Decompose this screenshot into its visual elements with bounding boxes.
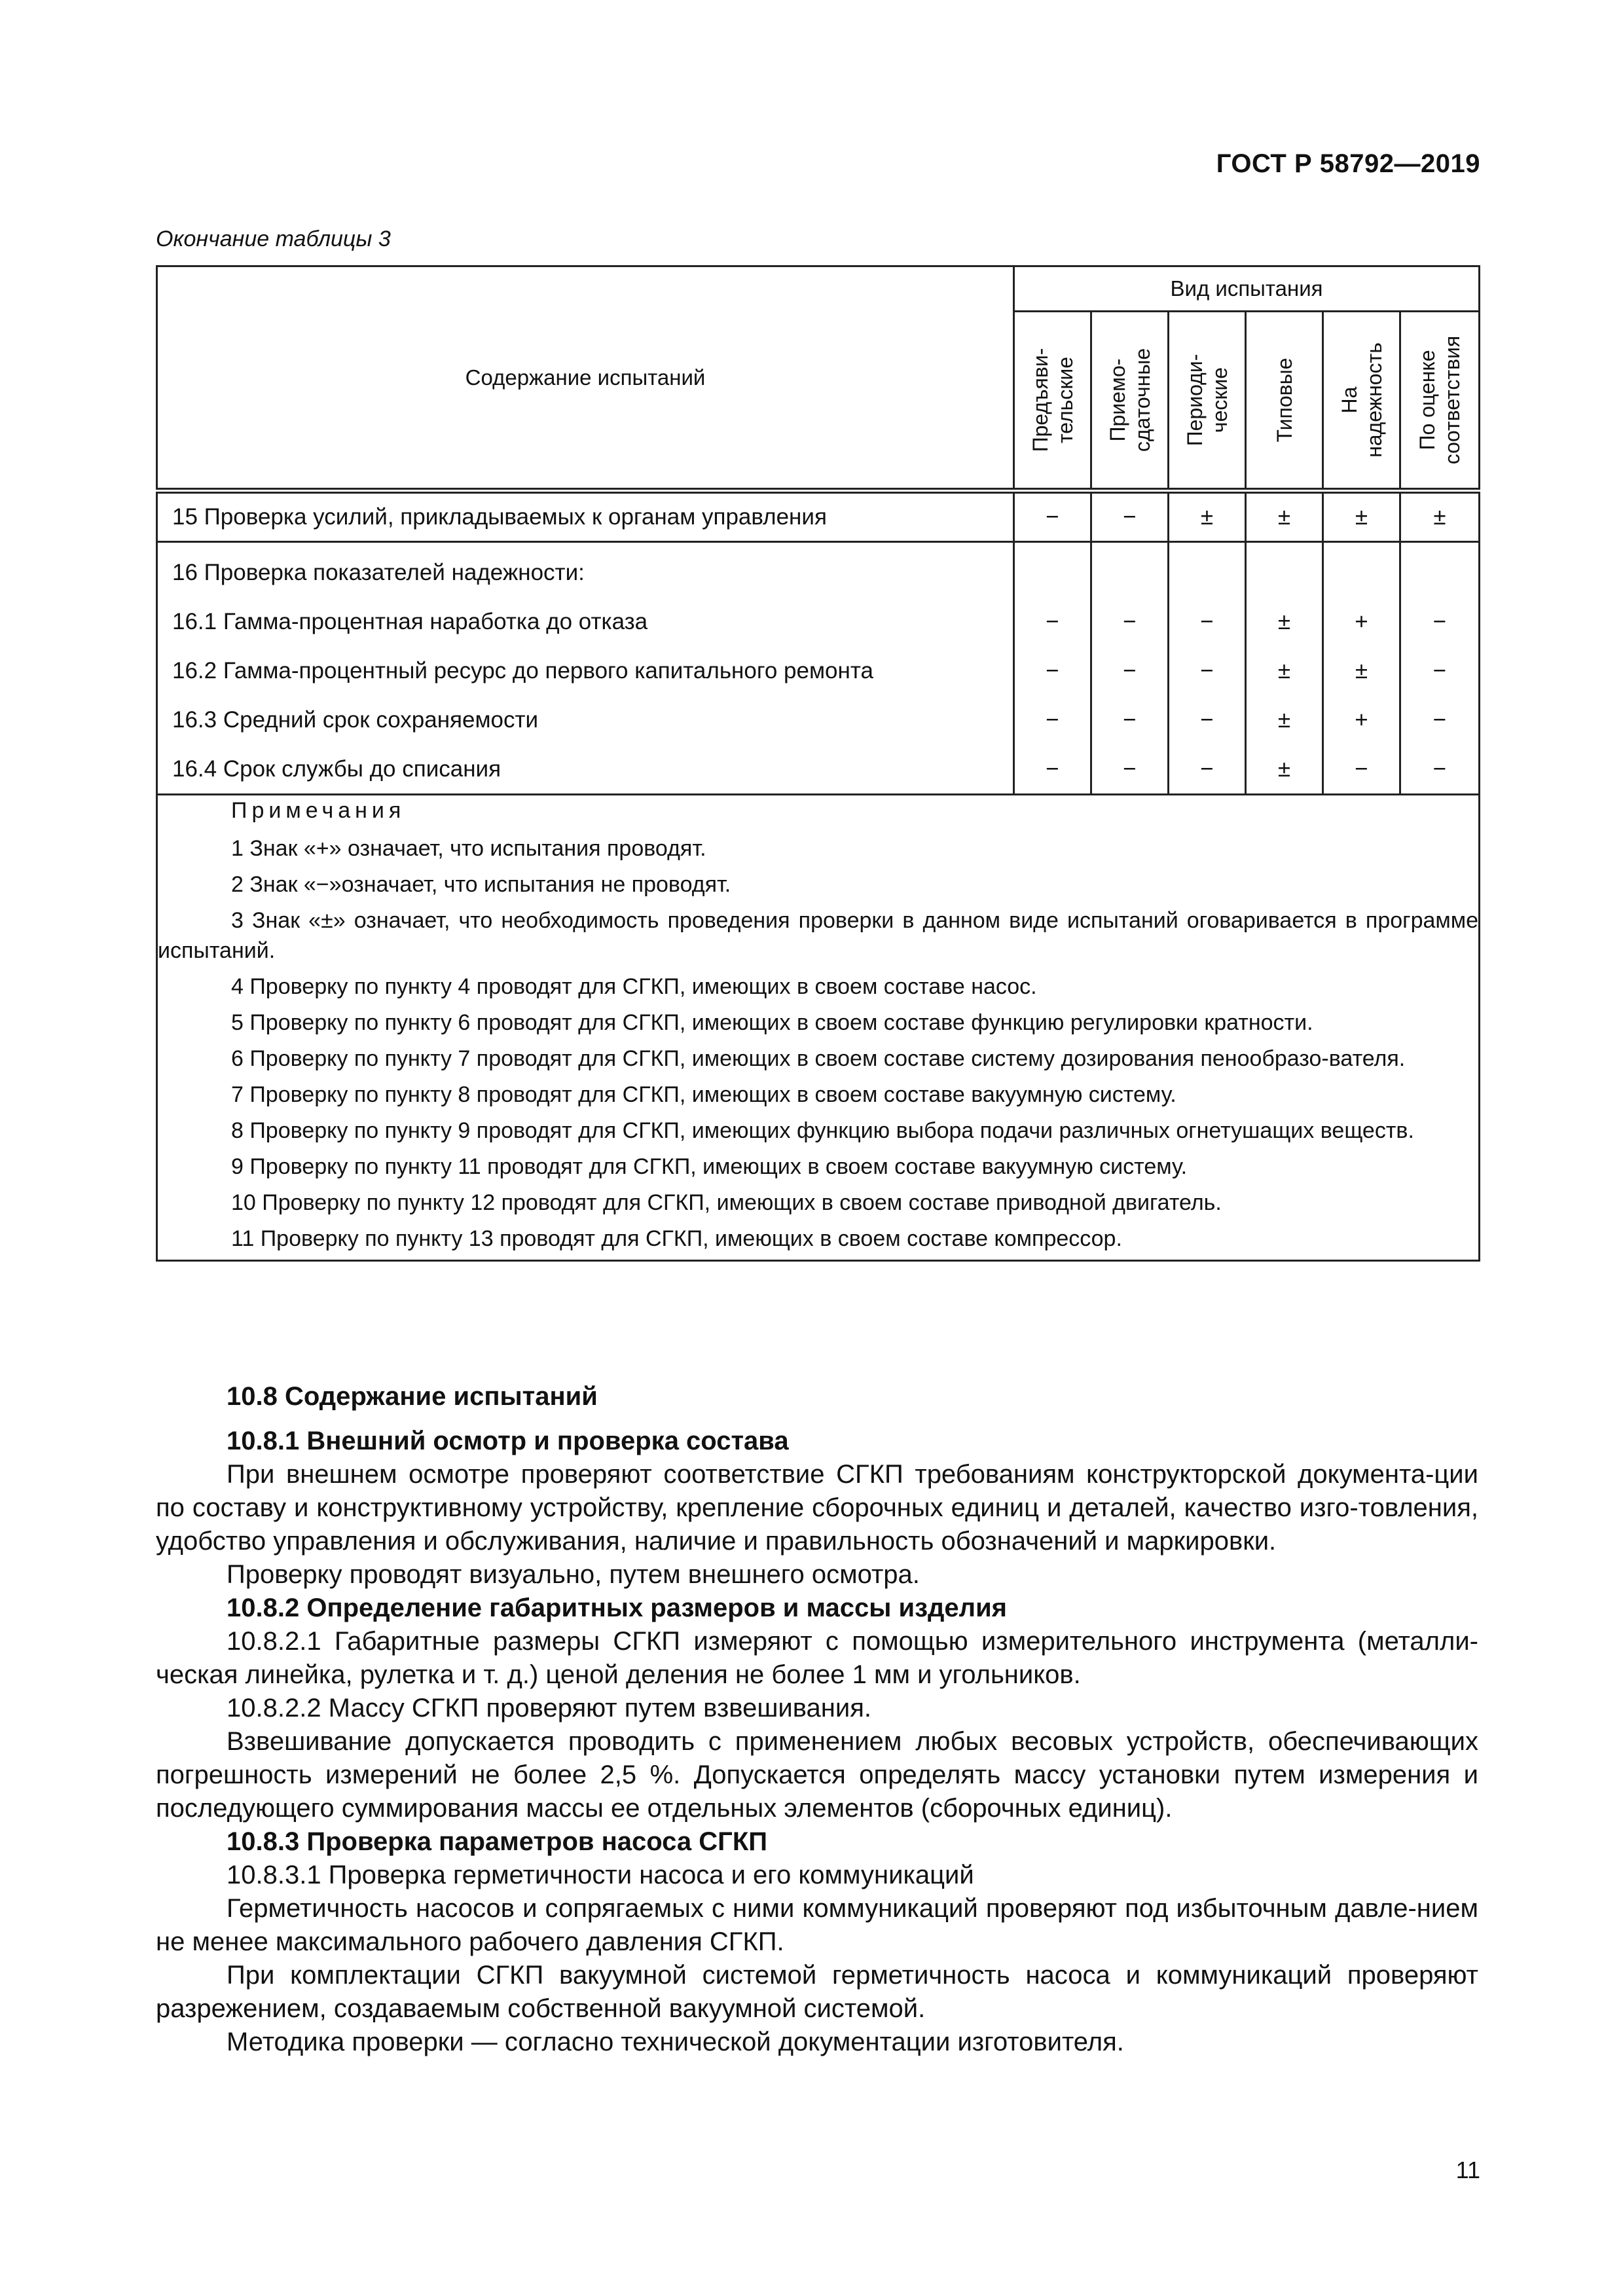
row-mark: − — [1400, 744, 1480, 795]
test-table — [156, 265, 1480, 1262]
note-item: 7 Проверку по пункту 8 проводят для СГКП, имеющих в своем составе вакуумную систему. — [231, 1082, 1176, 1107]
row-mark: ± — [1246, 646, 1323, 695]
section-heading-10-8-3: 10.8.3 Проверка параметров насоса СГКП — [227, 1827, 767, 1856]
paragraph: При внешнем осмотре проверяют соответствие СГКП требованиям конструкторской документа-ции по составу и конструктивному устройству, крепление сборочных единиц и деталей, качество изго-товления, удобство управления и обслуживания, наличие и правильность обозначений и маркировки. — [156, 1460, 1478, 1556]
paragraph: Герметичность насосов и сопрягаемых с ними коммуникаций проверяют под избыточным давле-нием не менее максимального рабочего давления СГКП. — [156, 1894, 1478, 1956]
row-mark: + — [1323, 695, 1400, 744]
note-item: 6 Проверку по пункту 7 проводят для СГКП, имеющих в своем составе систему дозирования пенообразо-вателя. — [231, 1046, 1406, 1071]
row-mark: ± — [1169, 491, 1246, 542]
note-item: 10 Проверку по пункту 12 проводят для СГКП, имеющих в своем составе приводной двигатель. — [231, 1190, 1222, 1215]
paragraph: 10.8.3.1 Проверка герметичности насоса и его коммуникаций — [227, 1861, 974, 1889]
row-mark: − — [1014, 695, 1091, 744]
row-description: 15 Проверка усилий, прикладываемых к органам управления — [157, 491, 1014, 542]
paragraph: Взвешивание допускается проводить с применением любых весовых устройств, обеспечивающих погрешность измерений не более 2,5 %. Допускается определять массу установки путем измерения и последующего суммирования массы ее отдельных элементов (сборочных единиц). — [156, 1727, 1478, 1823]
row-mark: − — [1400, 646, 1480, 695]
document-code: ГОСТ Р 58792—2019 — [1216, 149, 1480, 178]
col-header-conformity: По оценке соответствия — [1400, 312, 1480, 491]
row-mark: ± — [1400, 491, 1480, 542]
note-item: 2 Знак «−»означает, что испытания не проводят. — [231, 872, 731, 897]
row-mark — [1400, 542, 1480, 598]
table-row — [157, 597, 1480, 646]
row-description: 16.1 Гамма-процентная наработка до отказа — [157, 597, 1014, 646]
row-mark: − — [1091, 744, 1169, 795]
row-mark: − — [1091, 491, 1169, 542]
body-text — [156, 1380, 1478, 2059]
col-header-periodic: Периоди- ческие — [1169, 312, 1246, 491]
paragraph: Проверку проводят визуально, путем внешнего осмотра. — [227, 1560, 920, 1589]
table-row — [157, 491, 1480, 542]
row-mark: ± — [1246, 695, 1323, 744]
paragraph: При комплектации СГКП вакуумной системой герметичность насоса и коммуникаций проверяют разрежением, создаваемым собственной вакуумной системой. — [156, 1961, 1478, 2023]
table-notes — [157, 795, 1480, 1261]
section-heading-10-8: 10.8 Содержание испытаний — [227, 1382, 598, 1411]
table-caption: Окончание таблицы 3 — [156, 227, 391, 251]
note-item: 5 Проверку по пункту 6 проводят для СГКП, имеющих в своем составе функцию регулировки кратности. — [231, 1010, 1313, 1035]
paragraph: Методика проверки — согласно технической документации изготовителя. — [227, 2028, 1124, 2056]
table-row — [157, 646, 1480, 695]
content-column-header: Содержание испытаний — [157, 266, 1014, 491]
row-mark: − — [1400, 695, 1480, 744]
row-mark: − — [1169, 597, 1246, 646]
col-header-acceptance: Приемо- сдаточные — [1091, 312, 1169, 491]
row-mark — [1169, 542, 1246, 598]
row-mark: − — [1014, 597, 1091, 646]
paragraph: 10.8.2.2 Массу СГКП проверяют путем взвешивания. — [227, 1694, 871, 1722]
row-mark: − — [1169, 744, 1246, 795]
table-row — [157, 744, 1480, 795]
note-item: 9 Проверку по пункту 11 проводят для СГКП, имеющих в своем составе вакуумную систему. — [231, 1154, 1188, 1179]
note-item: 4 Проверку по пункту 4 проводят для СГКП, имеющих в своем составе насос. — [231, 974, 1037, 999]
row-mark: ± — [1246, 744, 1323, 795]
note-item: 3 Знак «±» означает, что необходимость проведения проверки в данном виде испытаний оговаривается в программе испытаний. — [158, 908, 1479, 963]
paragraph: 10.8.2.1 Габаритные размеры СГКП измеряют с помощью измерительного инструмента (металли-ческая линейка, рулетка и т. д.) ценой деления не более 1 мм и угольников. — [156, 1627, 1478, 1689]
row-mark: − — [1091, 597, 1169, 646]
test-type-group-header: Вид испытания — [1014, 266, 1480, 312]
section-heading-10-8-1: 10.8.1 Внешний осмотр и проверка состава — [227, 1427, 789, 1455]
row-mark: − — [1091, 695, 1169, 744]
note-item: 1 Знак «+» означает, что испытания проводят. — [231, 836, 706, 861]
row-mark: − — [1014, 744, 1091, 795]
row-description: 16.2 Гамма-процентный ресурс до первого капитального ремонта — [157, 646, 1014, 695]
section-heading-10-8-2: 10.8.2 Определение габаритных размеров и массы изделия — [227, 1594, 1007, 1622]
row-mark: + — [1323, 597, 1400, 646]
col-header-presentation: Предъяви- тельские — [1014, 312, 1091, 491]
row-mark — [1246, 542, 1323, 598]
col-header-type: Типовые — [1246, 312, 1323, 491]
row-mark: − — [1169, 695, 1246, 744]
row-description: 16.3 Средний срок сохраняемости — [157, 695, 1014, 744]
row-mark: − — [1169, 646, 1246, 695]
table-row — [157, 695, 1480, 744]
row-mark: ± — [1246, 597, 1323, 646]
row-mark: − — [1400, 597, 1480, 646]
row-mark: − — [1014, 491, 1091, 542]
table-row — [157, 542, 1480, 598]
row-description: 16 Проверка показателей надежности: — [157, 542, 1014, 598]
row-mark — [1323, 542, 1400, 598]
row-description: 16.4 Срок службы до списания — [157, 744, 1014, 795]
row-mark — [1014, 542, 1091, 598]
row-mark — [1091, 542, 1169, 598]
row-mark: − — [1014, 646, 1091, 695]
col-header-reliability: На надежность — [1323, 312, 1400, 491]
row-mark: ± — [1246, 491, 1323, 542]
page-number: 11 — [1455, 2157, 1480, 2183]
row-mark: ± — [1323, 646, 1400, 695]
row-mark: ± — [1323, 491, 1400, 542]
row-mark: − — [1323, 744, 1400, 795]
note-item: 11 Проверку по пункту 13 проводят для СГКП, имеющих в своем составе компрессор. — [231, 1226, 1122, 1251]
note-item: 8 Проверку по пункту 9 проводят для СГКП, имеющих функцию выбора подачи различных огнетушащих веществ. — [231, 1118, 1414, 1143]
row-mark: − — [1091, 646, 1169, 695]
notes-title: Примечания — [231, 798, 406, 823]
